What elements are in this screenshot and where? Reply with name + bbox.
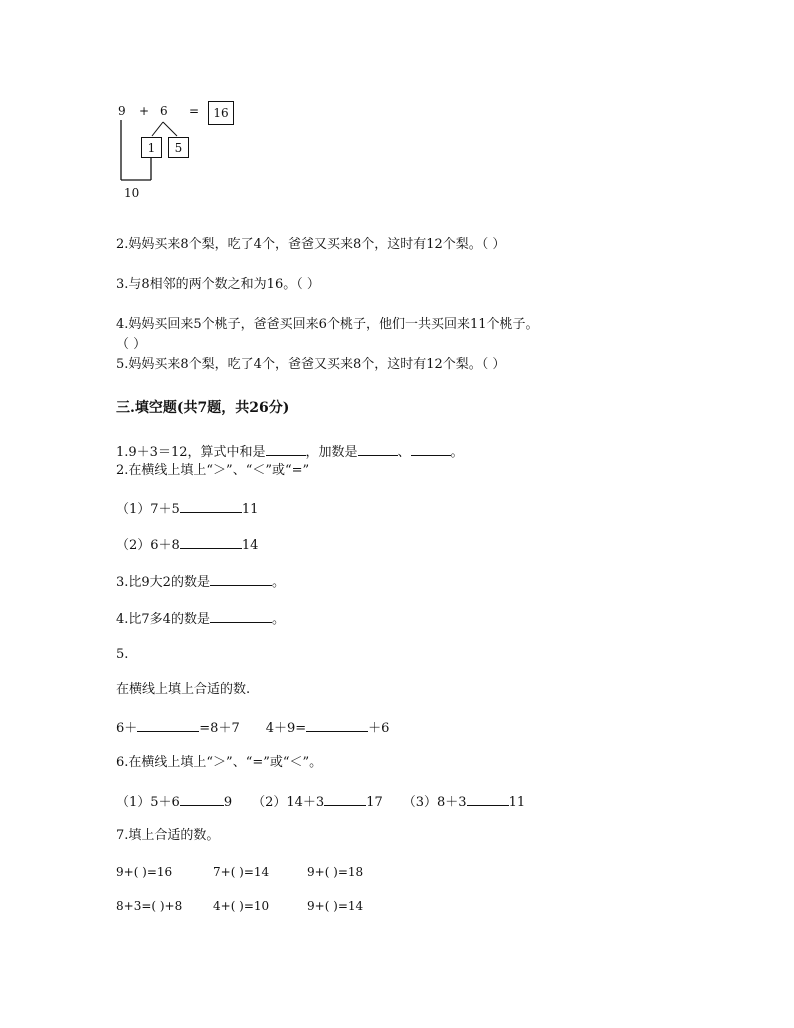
ten-label: 10	[124, 186, 140, 200]
fill-question-2-part-2	[116, 535, 258, 555]
q5-1-right: =8＋7	[199, 721, 240, 736]
q2-1-blank[interactable]	[180, 499, 242, 513]
q7-r1-c1: 9+( )=16	[116, 865, 173, 879]
fill-question-5-equations	[116, 718, 389, 738]
q2-2-left: （2）6＋8	[116, 538, 180, 553]
q1-text-d: 。	[450, 445, 464, 460]
addend-a: 9	[118, 104, 126, 118]
fill-question-6-parts	[116, 792, 525, 812]
q1-text-b: ，加数是	[305, 445, 358, 460]
fill-question-1	[116, 442, 464, 462]
judge-question-4-paren: （ ）	[116, 337, 147, 352]
q1-text-c: 、	[397, 445, 411, 460]
fill-question-7: 7.填上合适的数。	[116, 828, 220, 843]
q7-r2-c3: 9+( )=14	[307, 899, 364, 913]
fill-question-6: 6.在横线上填上“＞”、“=”或“＜”。	[116, 755, 323, 770]
q7-r2-c1: 8+3=( )+8	[116, 899, 183, 913]
split-left-box: 1	[141, 137, 162, 158]
q4-text: 4.比7多4的数是	[116, 612, 210, 627]
fill-question-4	[116, 609, 285, 629]
judge-question-2: 2.妈妈买来8个梨，吃了4个，爸爸又买来8个，这时有12个梨。（ ）	[116, 237, 506, 252]
q7-r1-c2: 7+( )=14	[213, 865, 270, 879]
q1-blank-addend-1[interactable]	[358, 442, 398, 456]
judge-question-5: 5.妈妈买来8个梨，吃了4个，爸爸又买来8个，这时有12个梨。（ ）	[116, 357, 506, 372]
fill-question-5: 5.	[116, 647, 129, 662]
judge-question-4: 4.妈妈买回来5个桃子，爸爸买回来6个桃子，他们一共买回来11个桃子。	[116, 317, 539, 332]
plus-sign: +	[139, 104, 150, 118]
q4-end: 。	[271, 612, 285, 627]
q2-1-right: 11	[241, 502, 259, 517]
q6-1-left: （1）5＋6	[116, 795, 180, 810]
q6-1-right: 9	[223, 795, 233, 810]
q3-end: 。	[271, 575, 285, 590]
q3-blank[interactable]	[210, 572, 272, 586]
q6-3-left: （3）8＋3	[402, 795, 467, 810]
q6-2-blank[interactable]	[324, 792, 366, 806]
q6-2-right: 17	[366, 795, 383, 810]
q2-1-left: （1）7＋5	[116, 502, 180, 517]
addend-b: 6	[160, 104, 168, 118]
fill-question-2-part-1	[116, 499, 258, 519]
section-title: 三.填空题(共7题，共26分)	[116, 400, 290, 416]
q2-2-blank[interactable]	[180, 535, 242, 549]
q3-text: 3.比9大2的数是	[116, 575, 210, 590]
fill-question-3	[116, 572, 285, 592]
q6-3-blank[interactable]	[467, 792, 509, 806]
q5-2-right: ＋6	[368, 721, 390, 736]
q5-1-left: 6＋	[116, 721, 138, 736]
q1-text-a: 1.9＋3＝12，算式中和是	[116, 445, 266, 460]
q1-blank-addend-2[interactable]	[411, 442, 451, 456]
split-right-box: 5	[168, 137, 189, 158]
q6-2-left: （2）14＋3	[252, 795, 325, 810]
equals-sign: =	[189, 104, 200, 118]
result-box: 16	[208, 101, 234, 125]
q2-2-right: 14	[241, 538, 259, 553]
q6-1-blank[interactable]	[180, 792, 224, 806]
q7-r2-c2: 4+( )=10	[213, 899, 270, 913]
q1-blank-sum[interactable]	[266, 442, 306, 456]
fill-question-5-instruction: 在横线上填上合适的数.	[116, 682, 251, 697]
q7-r1-c3: 9+( )=18	[307, 865, 364, 879]
q4-blank[interactable]	[210, 609, 272, 623]
q5-1-blank[interactable]	[137, 718, 199, 732]
q6-3-right: 11	[508, 795, 526, 810]
q5-2-blank[interactable]	[306, 718, 368, 732]
fill-question-2: 2.在横线上填上“＞”、“＜”或“=”	[116, 463, 310, 478]
q5-2-left: 4＋9=	[265, 721, 307, 736]
judge-question-3: 3.与8相邻的两个数之和为16。（ ）	[116, 277, 320, 292]
